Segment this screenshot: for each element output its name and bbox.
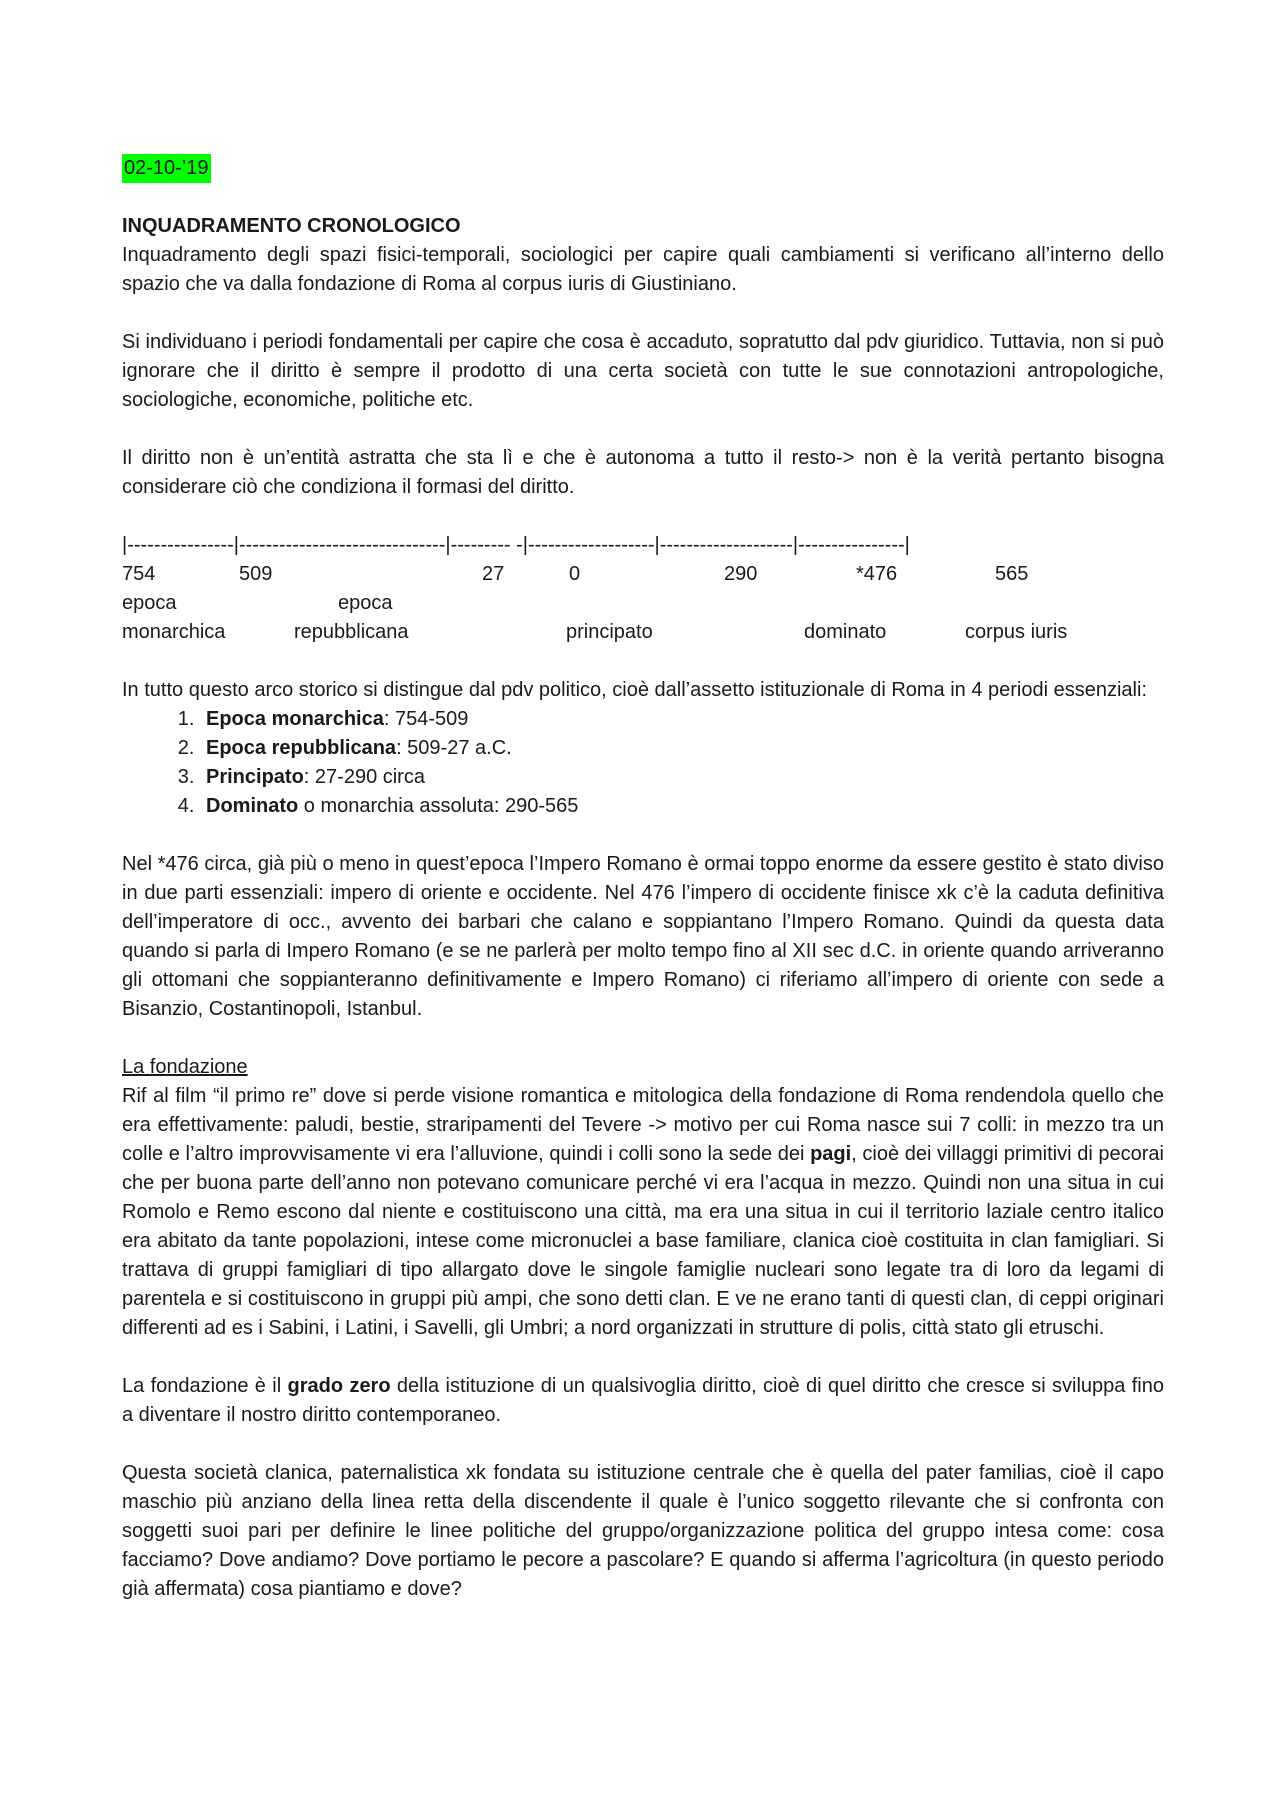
- label-corpus-iuris: corpus iuris: [965, 621, 1068, 643]
- year-476: *476: [856, 563, 898, 585]
- label-repubblicana: repubblicana: [294, 621, 409, 643]
- list-item: 3. Principato: 27-290 circa: [200, 763, 1164, 792]
- label-principato: principato: [566, 621, 653, 643]
- timeline-labels-top: [122, 589, 1164, 618]
- year-27: 27: [482, 563, 505, 585]
- list-item: 4. Dominato o monarchia assoluta: 290-565: [200, 792, 1164, 821]
- section-title: INQUADRAMENTO CRONOLOGICO: [122, 215, 461, 237]
- label-monarchica: monarchica: [122, 621, 226, 643]
- timeline-years: [122, 560, 1164, 589]
- paragraph-intro: Inquadramento degli spazi fisici-temporali, sociologici per capire quali cambiamenti si verificano all’interno dello spazio che va dalla fondazione di Roma al corpus iuris di Giustiniano.: [122, 244, 1164, 295]
- paragraph-fondazione-1: Rif al film “il primo re” dove si perde visione romantica e mitologica della fondazione di Roma rendendola quello che era effettivamente: paludi, bestie, straripamenti del Tevere -> motivo per cui Roma nasce sui 7 colli: in mezzo tra un colle e l’altro improvvisamente vi era l’alluvione, quindi i colli sono la sede dei pagi, cioè dei villaggi primitivi di pecorai che per buona parte dell’anno non potevano comunicare perché vi era l’acqua in mezzo. Quindi non una situa in cui Romolo e Remo escono dal niente e costituiscono una città, ma era una situa in cui il territorio laziale centro italico era abitato da tante popolazioni, intese come micronuclei a base familiare, clanica cioè costituita in clan famigliari. Si trattava di gruppi famigliari di tipo allargato dove le singole famiglie nucleari sono legate tra di loro da legami di parentela e si costituiscono in gruppi più ampi, che sono detti clan. E ve ne erano tanti di questi clan, di ceppi originari differenti ad es i Sabini, i Latini, i Savelli, gli Umbri; a nord organizzati in strutture di polis, città stato gli etruschi.: [122, 1085, 1164, 1339]
- year-509: 509: [239, 563, 273, 585]
- year-754: 754: [122, 563, 156, 585]
- year-290: 290: [724, 563, 758, 585]
- paragraph-periods-intro: In tutto questo arco storico si distingue dal pdv politico, cioè dall’assetto istituzionale di Roma in 4 periodi essenziali:: [122, 679, 1147, 701]
- timeline: [122, 531, 1164, 647]
- heading-fondazione: La fondazione: [122, 1056, 248, 1078]
- list-item: 2. Epoca repubblicana: 509-27 a.C.: [200, 734, 1164, 763]
- paragraph-fondazione-2: La fondazione è il grado zero della istituzione di un qualsivoglia diritto, cioè di quel diritto che cresce si sviluppa fino a diventare il nostro diritto contemporaneo.: [122, 1375, 1164, 1426]
- label-dominato: dominato: [804, 621, 887, 643]
- paragraph-periods-purpose: Si individuano i periodi fondamentali per capire che cosa è accaduto, sopratutto dal pdv giuridico. Tuttavia, non si può ignorare che il diritto è sempre il prodotto di una certa società con tutte le sue connotazioni antropologiche, sociologiche, economiche, politiche etc.: [122, 331, 1164, 411]
- label-epoca-1: epoca: [122, 592, 177, 614]
- date-highlight: 02-10-’19: [122, 154, 211, 183]
- list-item: 1. Epoca monarchica: 754-509: [200, 705, 1164, 734]
- periods-list: [122, 705, 1164, 821]
- paragraph-diritto: Il diritto non è un’entità astratta che sta lì e che è autonoma a tutto il resto-> non è la verità pertanto bisogna considerare ciò che condiziona il formasi del diritto.: [122, 447, 1164, 498]
- date-line: [122, 154, 1164, 183]
- year-565: 565: [995, 563, 1029, 585]
- timeline-labels-bottom: [122, 618, 1164, 647]
- paragraph-476: Nel *476 circa, già più o meno in quest’epoca l’Impero Romano è ormai toppo enorme da essere gestito è stato diviso in due parti essenziali: impero di oriente e occidente. Nel 476 l’impero di occidente finisce xk c’è la caduta definitiva dell’imperatore di occ., avvento dei barbari che calano e soppiantano l’Impero Romano. Quindi da questa data quando si parla di Impero Romano (e se ne parlerà per molto tempo fino al XII sec d.C. in oriente quando arriveranno gli ottomani che soppianteranno definitivamente e Impero Romano) ci riferiamo all’impero di oriente con sede a Bisanzio, Costantinopoli, Istanbul.: [122, 853, 1164, 1020]
- timeline-rule: |----------------|-------------------------------|--------- -|-------------------|--------------------|----------------|: [122, 534, 910, 556]
- paragraph-fondazione-3: Questa società clanica, paternalistica xk fondata su istituzione centrale che è quella del pater familias, cioè il capo maschio più anziano della linea retta della discendente il quale è l’unico soggetto rilevante che si confronta con soggetti suoi pari per definire le linee politiche del gruppo/organizzazione politica del gruppo intesa come: cosa facciamo? Dove andiamo? Dove portiamo le pecore a pascolare? E quando si afferma l’agricoltura (in questo periodo già affermata) cosa piantiamo e dove?: [122, 1462, 1164, 1600]
- year-0: 0: [569, 563, 581, 585]
- label-epoca-2: epoca: [338, 592, 393, 614]
